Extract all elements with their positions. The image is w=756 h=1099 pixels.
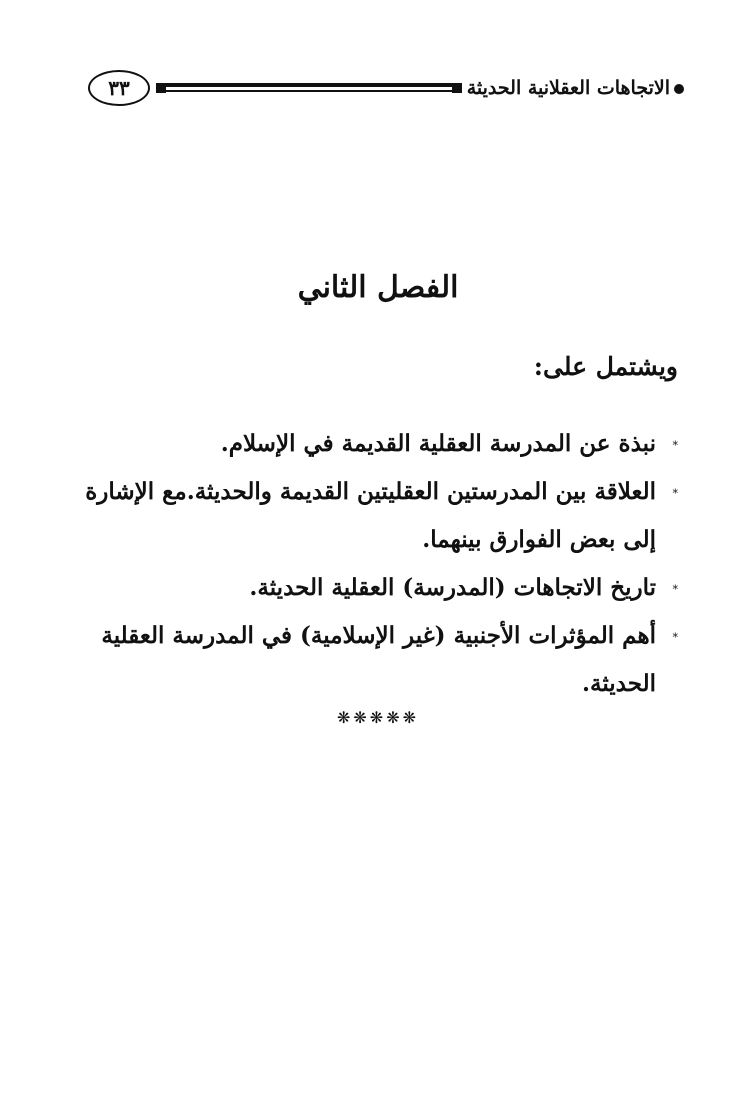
chapter-title: الفصل الثاني xyxy=(297,270,459,305)
page-number: ٣٣ xyxy=(88,70,150,106)
topic-text: تاريخ الاتجاهات (المدرسة) العقلية الحديثة. xyxy=(249,574,656,601)
topic-item xyxy=(78,468,678,564)
header-bullet-icon xyxy=(674,84,684,94)
bullet-star-icon: * xyxy=(672,631,678,644)
topic-list xyxy=(78,420,678,708)
topic-item xyxy=(78,420,678,468)
chapter-intro: ويشتمل على: xyxy=(533,352,678,381)
header-rule xyxy=(166,83,452,93)
rule-square-right xyxy=(452,83,462,93)
bullet-star-icon: * xyxy=(672,439,678,452)
section-divider: ❋❋❋❋❋ xyxy=(336,708,420,727)
topic-text: العلاقة بين المدرستين العقليتين القديمة والحديثة.مع الإشارة إلى بعض الفوارق بينهما. xyxy=(85,478,656,553)
topic-text: نبذة عن المدرسة العقلية القديمة في الإسلام. xyxy=(220,430,656,457)
topic-text: أهم المؤثرات الأجنبية (غير الإسلامية) في المدرسة العقلية الحديثة. xyxy=(101,622,656,697)
rule-square-left xyxy=(156,83,166,93)
page-header xyxy=(88,64,684,114)
running-title: الاتجاهات العقلانية الحديثة xyxy=(466,77,670,99)
topic-item xyxy=(78,564,678,612)
topic-item xyxy=(78,612,678,708)
bullet-star-icon: * xyxy=(672,487,678,500)
bullet-star-icon: * xyxy=(672,583,678,596)
